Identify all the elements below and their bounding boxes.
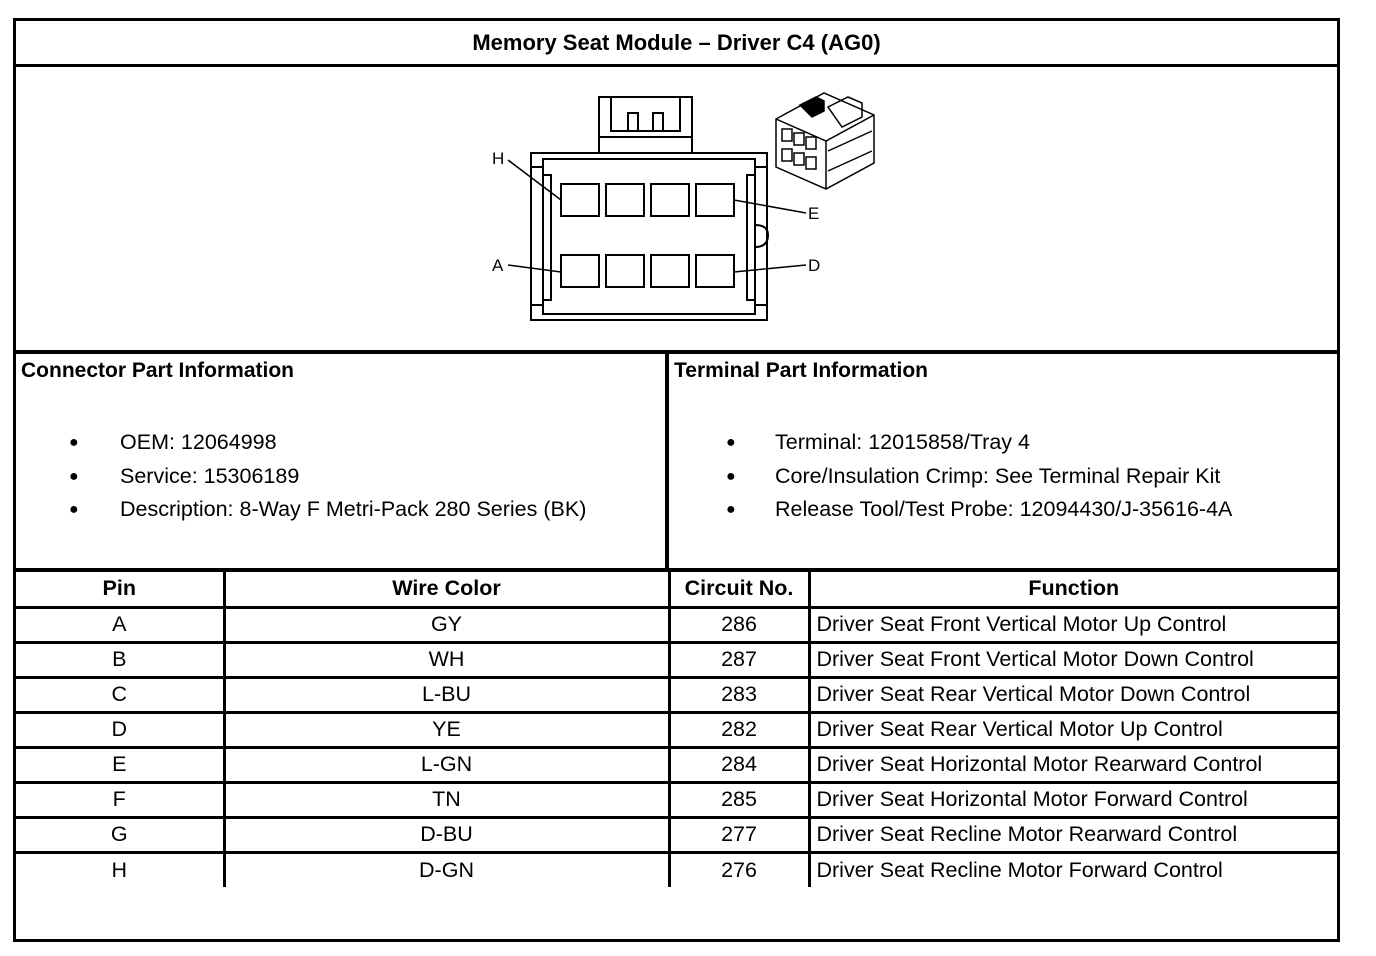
circuit-cell: 284 bbox=[669, 747, 809, 782]
wire-color-cell: YE bbox=[224, 712, 669, 747]
cavity-upper-4 bbox=[696, 184, 734, 216]
wire-color-cell: WH bbox=[224, 642, 669, 677]
cavity-lower-2 bbox=[606, 255, 644, 287]
function-cell: Driver Seat Horizontal Motor Rearward Control bbox=[809, 747, 1337, 782]
part-information bbox=[16, 354, 1337, 572]
table-row bbox=[16, 747, 1337, 782]
header-wire-color: Wire Color bbox=[224, 572, 669, 607]
header-pin: Pin bbox=[16, 572, 224, 607]
table-row bbox=[16, 677, 1337, 712]
page-title: Memory Seat Module – Driver C4 (AG0) bbox=[16, 21, 1337, 67]
pin-cell: A bbox=[16, 607, 224, 642]
function-cell: Driver Seat Recline Motor Rearward Control bbox=[809, 817, 1337, 852]
circuit-cell: 282 bbox=[669, 712, 809, 747]
function-cell: Driver Seat Rear Vertical Motor Down Control bbox=[809, 677, 1337, 712]
connector-part-info: Connector Part Information ● OEM: 12064998 ● Service: 15306189 ● Description: 8-Way F Metri-Pack 280 Series (BK) bbox=[16, 354, 669, 568]
circuit-cell: 285 bbox=[669, 782, 809, 817]
pin-label-h: H bbox=[492, 149, 505, 168]
function-cell: Driver Seat Rear Vertical Motor Up Control bbox=[809, 712, 1337, 747]
pin-cell: D bbox=[16, 712, 224, 747]
wire-color-cell: GY bbox=[224, 607, 669, 642]
connector-body bbox=[531, 153, 767, 320]
function-cell: Driver Seat Front Vertical Motor Down Control bbox=[809, 642, 1337, 677]
cavity-upper-1 bbox=[561, 184, 599, 216]
cavity-lower-4 bbox=[696, 255, 734, 287]
connector-iso-view bbox=[776, 93, 874, 189]
connector-info-heading: Connector Part Information bbox=[21, 359, 295, 382]
wire-color-cell: L-BU bbox=[224, 677, 669, 712]
connector-face-drawing bbox=[16, 67, 1337, 350]
connector-latch bbox=[599, 97, 692, 153]
cavity-lower-3 bbox=[651, 255, 689, 287]
cavity-upper-3 bbox=[651, 184, 689, 216]
table-row bbox=[16, 642, 1337, 677]
table-row bbox=[16, 817, 1337, 852]
pin-cell: G bbox=[16, 817, 224, 852]
pin-cell: H bbox=[16, 852, 224, 887]
table-row bbox=[16, 852, 1337, 887]
circuit-cell: 286 bbox=[669, 607, 809, 642]
circuit-cell: 287 bbox=[669, 642, 809, 677]
pin-cell: E bbox=[16, 747, 224, 782]
pin-cell: B bbox=[16, 642, 224, 677]
function-cell: Driver Seat Front Vertical Motor Up Control bbox=[809, 607, 1337, 642]
connector-sheet bbox=[13, 18, 1340, 942]
pin-label-e: E bbox=[808, 204, 820, 223]
table-row bbox=[16, 712, 1337, 747]
pinout-table bbox=[16, 572, 1337, 887]
cavity-lower-1 bbox=[561, 255, 599, 287]
function-cell: Driver Seat Horizontal Motor Forward Control bbox=[809, 782, 1337, 817]
table-row bbox=[16, 607, 1337, 642]
pin-cell: F bbox=[16, 782, 224, 817]
latch-inner bbox=[611, 97, 680, 131]
connector-diagram bbox=[16, 67, 1337, 354]
table-header-row bbox=[16, 572, 1337, 607]
header-function: Function bbox=[809, 572, 1337, 607]
function-cell: Driver Seat Recline Motor Forward Control bbox=[809, 852, 1337, 887]
pin-label-d: D bbox=[808, 256, 821, 275]
circuit-cell: 277 bbox=[669, 817, 809, 852]
table-row bbox=[16, 782, 1337, 817]
header-circuit-no: Circuit No. bbox=[669, 572, 809, 607]
circuit-cell: 276 bbox=[669, 852, 809, 887]
wire-color-cell: D-BU bbox=[224, 817, 669, 852]
wire-color-cell: L-GN bbox=[224, 747, 669, 782]
pin-cell: C bbox=[16, 677, 224, 712]
cavity-upper-2 bbox=[606, 184, 644, 216]
terminal-info-heading: Terminal Part Information bbox=[674, 359, 928, 382]
wire-color-cell: TN bbox=[224, 782, 669, 817]
terminal-part-info: Terminal Part Information ● Terminal: 12015858/Tray 4 ● Core/Insulation Crimp: See Terminal Repair Kit ● Release Tool/Test Probe: 12094430/J-35616-4A bbox=[674, 359, 1233, 521]
circuit-cell: 283 bbox=[669, 677, 809, 712]
pin-label-a: A bbox=[492, 256, 504, 275]
wire-color-cell: D-GN bbox=[224, 852, 669, 887]
